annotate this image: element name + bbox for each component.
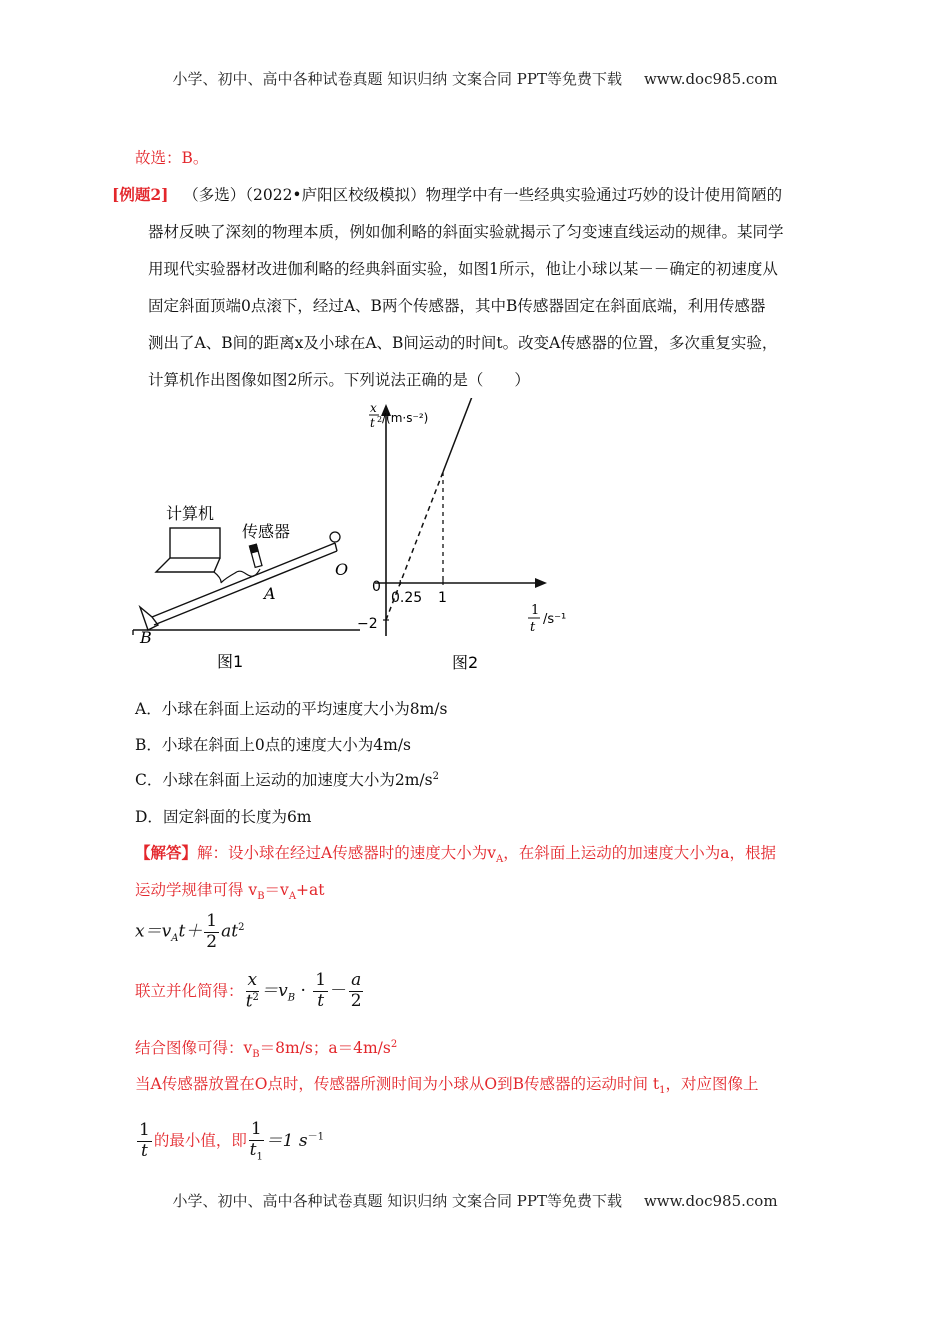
eq2-den-wrap	[246, 992, 260, 1012]
tick-label-1: 1	[438, 590, 447, 606]
solution-line-2-c: +at	[296, 881, 325, 899]
final-line	[135, 1120, 324, 1162]
figure-2-chart	[355, 398, 595, 673]
option-c-letter: C．	[135, 771, 163, 789]
question-line-6: 计算机作出图像如图2所示。下列说法正确的是（ ）	[148, 371, 530, 389]
result-sup: 2	[390, 1038, 398, 1050]
eq1-sub: A	[171, 932, 179, 944]
eq1-mid: t＋	[178, 921, 203, 942]
option-c-text: 小球在斜面上运动的加速度大小为2m/s	[162, 771, 433, 789]
laptop-icon	[156, 528, 220, 572]
solution-line-2-b: ＝v	[264, 881, 289, 899]
final-tail: ＝1 s	[265, 1130, 308, 1151]
page-header	[0, 68, 950, 89]
y-label-x: x	[370, 401, 377, 415]
solution-line-1	[135, 841, 776, 865]
origin-label: 0	[372, 579, 381, 595]
final-den2-wrap	[249, 1141, 264, 1163]
eq1-den: 2	[206, 931, 218, 952]
figure-2-caption: 图2	[452, 653, 479, 672]
eq2-den2: t	[317, 990, 325, 1011]
label-b: B	[140, 628, 152, 647]
final-den2: t	[249, 1139, 257, 1160]
figure-1-caption: 图1	[217, 652, 244, 671]
y-label-exp: 2	[377, 415, 383, 424]
y-label-t: t	[370, 416, 375, 430]
final-num2: 1	[250, 1119, 262, 1139]
option-b-text: 小球在斜面上0点的速度大小为4m/s	[161, 736, 411, 754]
result-line	[135, 1036, 397, 1060]
final-sup: －1	[307, 1131, 324, 1143]
label-o: O	[335, 560, 349, 579]
question-line-4: 固定斜面顶端0点滚下，经过A、B两个传感器，其中B传感器固定在斜面底端，利用传感器	[148, 297, 766, 315]
option-a-text: 小球在斜面上运动的平均速度大小为8m/s	[161, 700, 448, 718]
tick-label-0-25: 0.25	[391, 590, 423, 606]
eq2-den-sup: 2	[252, 991, 259, 1003]
option-d[interactable]	[135, 805, 312, 827]
label-sensor: 传感器	[242, 522, 291, 541]
result-a: 结合图像可得：v	[135, 1039, 253, 1057]
solution-tag: 【解答】	[135, 843, 198, 862]
solution-sub-1: A	[495, 854, 504, 866]
final-frac-1	[137, 1121, 152, 1161]
solution-line-2-sub2: A	[288, 891, 297, 903]
option-a-letter: A．	[135, 700, 162, 718]
header-text: 小学、初中、高中各种试卷真题 知识归纳 文案合同 PPT等免费下载	[172, 70, 622, 88]
option-b[interactable]	[135, 733, 411, 755]
x-label-num: 1	[531, 603, 540, 618]
eq1-lhs: x＝v	[135, 921, 172, 942]
question-line-2: 器材反映了深刻的物理本质，例如伽利略的斜面实验就揭示了匀变速直线运动的规律。某同学	[148, 223, 784, 241]
eq2-den3: 2	[350, 990, 362, 1011]
footer-text: 小学、初中、高中各种试卷真题 知识归纳 文案合同 PPT等免费下载	[172, 1192, 622, 1210]
label-a: A	[264, 584, 276, 603]
o-point-b: ，对应图像上	[665, 1075, 759, 1093]
eq2-frac-3	[349, 971, 363, 1011]
solution-line-2-a: 运动学规律可得 v	[135, 881, 258, 899]
o-point-a: 当A传感器放置在O点时，传感器所测时间为小球从O到B传感器的运动时间 t	[135, 1075, 660, 1093]
o-point-sub: 1	[659, 1085, 666, 1097]
question-text-1: （多选）（2022•庐阳区校级模拟）物理学中有一些经典实验通过巧妙的设计使用简陋的	[183, 186, 783, 204]
eq2-den: t	[245, 991, 253, 1012]
final-den2-sub: 1	[256, 1150, 263, 1162]
option-d-letter: D．	[135, 808, 163, 826]
eq2-num: x	[247, 970, 258, 990]
question-line-3: 用现代实验器材改进伽利略的经典斜面实验，如图1所示，他让小球以某－－确定的初速度从	[148, 260, 778, 278]
sensor-icon	[250, 544, 262, 567]
eq1-frac	[204, 912, 219, 952]
solution-line-2	[135, 878, 325, 902]
tick-label-neg2: −2	[357, 616, 378, 632]
solution-text-1-tail: ，在斜面上运动的加速度大小为a，根据	[503, 844, 776, 862]
header-url[interactable]: www.doc985.com	[643, 70, 778, 88]
solution-line-2-sub1: B	[257, 891, 265, 903]
eq2-frac-1	[246, 971, 260, 1012]
previous-answer: 故选：B。	[135, 149, 209, 167]
eq2-dot: ·	[295, 980, 312, 1001]
series-line-solid	[443, 398, 500, 472]
question-tag: [例题2]	[112, 185, 169, 204]
x-label-unit: /s⁻¹	[543, 612, 567, 627]
simplify-label: 联立并化简得：	[135, 981, 244, 1000]
option-d-text: 固定斜面的长度为6m	[162, 808, 312, 826]
eq2-num2: 1	[315, 970, 327, 991]
solution-text-1: 解：设小球在经过A传感器时的速度大小为v	[197, 844, 496, 862]
y-label-unit: /(m·s⁻²)	[382, 411, 429, 425]
equation-2	[135, 971, 365, 1012]
x-axis-arrow	[535, 578, 547, 588]
ball	[330, 532, 340, 542]
eq2-minus: －	[330, 980, 348, 1001]
eq2-frac-2	[313, 971, 328, 1011]
question-line-5: 测出了A、B间的距离x及小球在A、B间运动的时间t。改变A传感器的位置，多次重复实验，	[148, 334, 778, 352]
final-mid: 的最小值，即	[153, 1131, 247, 1150]
eq2-num3: a	[351, 970, 362, 991]
final-den: t	[140, 1140, 148, 1161]
result-b: ＝8m/s；a＝4m/s	[259, 1039, 391, 1057]
equation-1	[135, 912, 244, 952]
final-frac-2	[249, 1120, 264, 1162]
final-num: 1	[139, 1120, 150, 1141]
o-point-line	[135, 1072, 759, 1096]
eq1-sup: 2	[238, 921, 245, 933]
option-c[interactable]	[135, 768, 439, 790]
x-label-den: t	[530, 620, 536, 635]
eq1-num: 1	[206, 911, 218, 931]
incline-plane	[133, 543, 360, 635]
option-b-letter: B．	[135, 736, 162, 754]
eq1-tail: at	[221, 921, 239, 942]
eq2-mid: ＝v	[261, 980, 288, 1001]
footer-url[interactable]: www.doc985.com	[643, 1192, 778, 1210]
page-footer	[0, 1190, 950, 1211]
eq2-sub: B	[287, 992, 296, 1004]
label-computer: 计算机	[166, 504, 215, 523]
option-a[interactable]	[135, 697, 447, 719]
question-line-1	[112, 183, 782, 205]
figure-1	[130, 495, 370, 675]
result-sub: B	[252, 1049, 260, 1061]
option-c-sup: 2	[432, 770, 439, 782]
